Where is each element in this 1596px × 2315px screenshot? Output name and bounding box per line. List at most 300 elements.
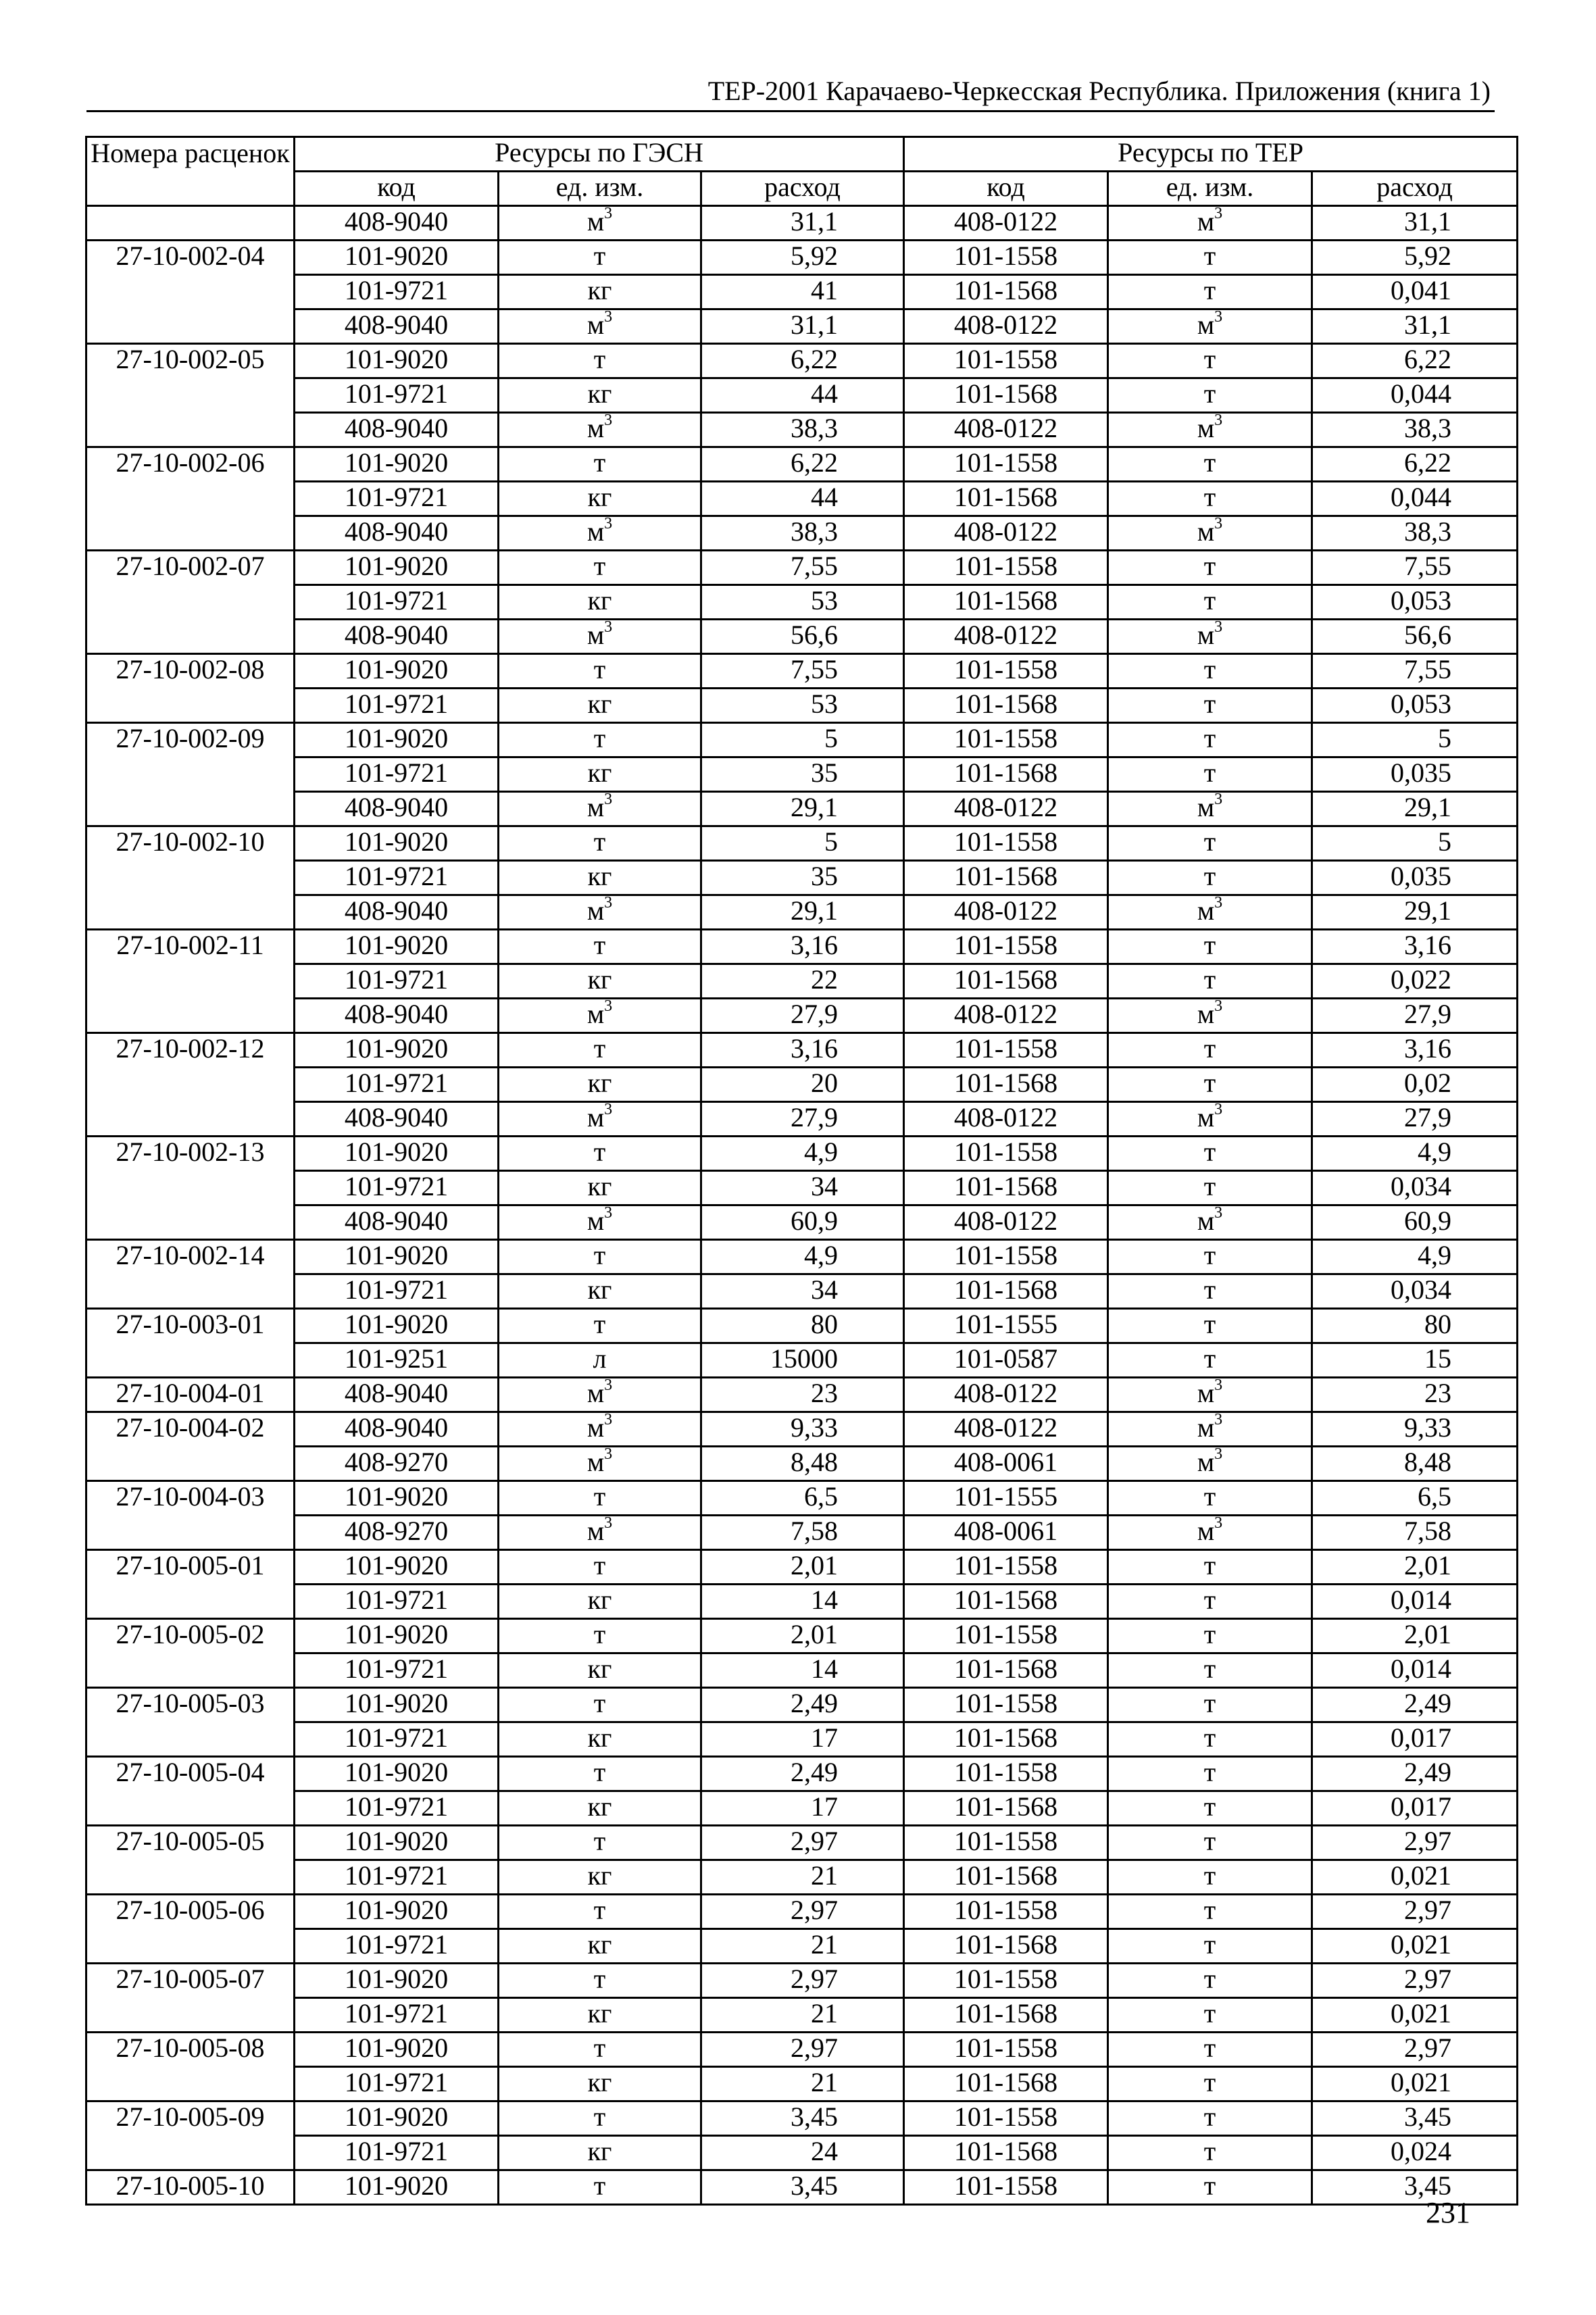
gesn-unit-cell: кг [499,964,701,999]
gesn-amount-cell: 38,3 [701,516,904,551]
ter-amount-cell: 0,014 [1312,1653,1518,1688]
ter-unit-cell: т [1108,1826,1312,1860]
ter-unit-cell: т [1108,2067,1312,2101]
ter-unit-cell: т [1108,1033,1312,1068]
ter-amount-cell: 3,16 [1312,1033,1518,1068]
gesn-amount-cell: 35 [701,757,904,792]
gesn-amount-cell: 2,01 [701,1550,904,1585]
gesn-unit-cell: кг [499,2136,701,2170]
gesn-code-cell: 408-9040 [295,1378,499,1412]
gesn-unit-cell: кг [499,1585,701,1619]
ter-amount-cell: 7,55 [1312,551,1518,585]
gesn-amount-cell: 2,49 [701,1688,904,1722]
ter-code-cell: 101-1558 [904,447,1108,482]
rate-number-cell: 27-10-002-10 [86,826,295,930]
gesn-code-cell: 101-9020 [295,1481,499,1516]
gesn-code-cell: 408-9040 [295,1205,499,1240]
ter-amount-cell: 2,01 [1312,1550,1518,1585]
ter-unit-cell: т [1108,1481,1312,1516]
gesn-code-cell: 101-9721 [295,964,499,999]
gesn-code-cell: 101-9020 [295,1895,499,1929]
gesn-unit-cell: кг [499,1171,701,1205]
gesn-amount-cell: 53 [701,689,904,723]
rate-number-cell: 27-10-002-07 [86,551,295,654]
gesn-code-cell: 408-9040 [295,1412,499,1447]
ter-code-cell: 101-1568 [904,757,1108,792]
ter-code-cell: 101-1568 [904,1929,1108,1964]
ter-unit-cell: т [1108,1688,1312,1722]
gesn-amount-cell: 7,55 [701,551,904,585]
ter-code-cell: 101-1568 [904,1722,1108,1757]
ter-unit-cell: т [1108,1274,1312,1309]
gesn-amount-cell: 34 [701,1274,904,1309]
table-row [86,1033,1518,1068]
ter-unit-cell: $м^3$ [1108,1447,1312,1481]
gesn-amount-cell: 31,1 [701,309,904,344]
gesn-amount-cell: 29,1 [701,792,904,826]
gesn-amount-cell: 5,92 [701,241,904,275]
table-row [86,482,1518,516]
ter-code-cell: 408-0122 [904,206,1108,241]
ter-amount-cell: 2,01 [1312,1619,1518,1653]
ter-unit-cell: т [1108,689,1312,723]
gesn-unit-cell: $м^3$ [499,516,701,551]
ter-amount-cell: 0,024 [1312,2136,1518,2170]
table-row [86,792,1518,826]
ter-code-cell: 101-1558 [904,1688,1108,1722]
gesn-code-cell: 101-9020 [295,2101,499,2136]
table-row [86,1068,1518,1102]
gesn-unit-cell: кг [499,861,701,895]
table-row [86,1412,1518,1447]
cubic-superscript: 3 [604,205,613,222]
gesn-unit-cell: кг [499,482,701,516]
table-row [86,1550,1518,1585]
gesn-unit-cell: т [499,2101,701,2136]
table-row [86,1102,1518,1137]
cubic-superscript: 3 [1214,309,1223,326]
table-row [86,861,1518,895]
gesn-amount-cell: 22 [701,964,904,999]
gesn-unit-cell: $м^3$ [499,413,701,447]
ter-code-cell: 101-1568 [904,861,1108,895]
ter-code-cell: 408-0122 [904,1102,1108,1137]
gesn-amount-cell: 3,45 [701,2101,904,2136]
ter-unit-cell: т [1108,1791,1312,1826]
gesn-unit-cell: кг [499,1068,701,1102]
ter-code-cell: 101-1558 [904,2101,1108,2136]
ter-code-cell: 408-0122 [904,999,1108,1033]
gesn-unit-cell: т [499,1481,701,1516]
ter-unit-cell: $м^3$ [1108,206,1312,241]
cubic-superscript: 3 [604,1377,613,1394]
gesn-code-cell: 101-9020 [295,1240,499,1274]
gesn-unit-cell: $м^3$ [499,1205,701,1240]
cubic-superscript: 3 [1214,619,1223,636]
table-row [86,275,1518,309]
col-group-gesn: Ресурсы по ГЭСН [295,137,904,172]
ter-amount-cell: 0,034 [1312,1274,1518,1309]
gesn-code-cell: 101-9721 [295,1722,499,1757]
gesn-code-cell: 101-9721 [295,275,499,309]
gesn-code-cell: 101-9020 [295,2033,499,2067]
ter-unit-cell: т [1108,1171,1312,1205]
gesn-unit-cell: $м^3$ [499,792,701,826]
ter-unit-cell: $м^3$ [1108,309,1312,344]
ter-unit-cell: $м^3$ [1108,516,1312,551]
cubic-superscript: 3 [604,998,613,1015]
gesn-code-cell: 101-9020 [295,1033,499,1068]
rate-number-cell: 27-10-005-09 [86,2101,295,2170]
ter-amount-cell: 5 [1312,826,1518,861]
table-row [86,2170,1518,2205]
col-header-ter-code: код [904,172,1108,206]
ter-unit-cell: т [1108,654,1312,689]
ter-unit-cell: $м^3$ [1108,1412,1312,1447]
cubic-superscript: 3 [1214,205,1223,222]
rate-number-cell: 27-10-002-14 [86,1240,295,1309]
ter-amount-cell: 0,035 [1312,757,1518,792]
ter-code-cell: 101-1558 [904,1137,1108,1171]
gesn-amount-cell: 14 [701,1653,904,1688]
gesn-unit-cell: кг [499,1929,701,1964]
ter-amount-cell: 6,22 [1312,344,1518,378]
ter-unit-cell: т [1108,723,1312,757]
rate-number-cell: 27-10-003-01 [86,1309,295,1378]
ter-amount-cell: 0,017 [1312,1791,1518,1826]
ter-amount-cell: 7,58 [1312,1516,1518,1550]
table-row [86,585,1518,620]
gesn-amount-cell: 21 [701,2067,904,2101]
gesn-code-cell: 101-9020 [295,1550,499,1585]
gesn-code-cell: 101-9020 [295,1826,499,1860]
table-row [86,309,1518,344]
ter-code-cell: 101-1568 [904,1998,1108,2033]
gesn-code-cell: 101-9020 [295,1757,499,1791]
cubic-superscript: 3 [604,309,613,326]
ter-code-cell: 101-1558 [904,1964,1108,1998]
ter-unit-cell: т [1108,1240,1312,1274]
gesn-amount-cell: 17 [701,1722,904,1757]
ter-amount-cell: 5 [1312,723,1518,757]
ter-code-cell: 101-1558 [904,1240,1108,1274]
col-header-ter-amount: расход [1312,172,1518,206]
ter-code-cell: 101-1568 [904,378,1108,413]
gesn-amount-cell: 53 [701,585,904,620]
gesn-unit-cell: кг [499,757,701,792]
gesn-unit-cell: л [499,1343,701,1378]
cubic-superscript: 3 [604,1515,613,1532]
ter-code-cell: 101-1558 [904,723,1108,757]
gesn-code-cell: 101-9721 [295,378,499,413]
ter-code-cell: 101-1568 [904,2136,1108,2170]
ter-unit-cell: $м^3$ [1108,413,1312,447]
gesn-unit-cell: т [499,654,701,689]
ter-amount-cell: 0,035 [1312,861,1518,895]
ter-amount-cell: 2,97 [1312,1895,1518,1929]
table-row [86,1964,1518,1998]
ter-unit-cell: т [1108,2170,1312,2205]
cubic-superscript: 3 [1214,1101,1223,1118]
ter-amount-cell: 4,9 [1312,1137,1518,1171]
gesn-unit-cell: т [499,2170,701,2205]
col-header-gesn-unit: ед. изм. [499,172,701,206]
rate-number-cell: 27-10-002-04 [86,241,295,344]
ter-amount-cell: 0,017 [1312,1722,1518,1757]
table-body [86,206,1518,2205]
gesn-unit-cell: $м^3$ [499,1378,701,1412]
cubic-superscript: 3 [1214,412,1223,429]
ter-amount-cell: 8,48 [1312,1447,1518,1481]
rate-number-cell: 27-10-005-06 [86,1895,295,1964]
rate-number-cell: 27-10-002-08 [86,654,295,723]
gesn-amount-cell: 56,6 [701,620,904,654]
ter-unit-cell: т [1108,447,1312,482]
ter-code-cell: 408-0122 [904,309,1108,344]
gesn-unit-cell: $м^3$ [499,620,701,654]
table-row [86,2033,1518,2067]
gesn-unit-cell: кг [499,1860,701,1895]
ter-code-cell: 101-1558 [904,1757,1108,1791]
ter-amount-cell: 0,014 [1312,1585,1518,1619]
ter-code-cell: 101-1568 [904,1653,1108,1688]
rate-number-cell [86,206,295,241]
gesn-amount-cell: 41 [701,275,904,309]
table-row [86,1998,1518,2033]
gesn-unit-cell: т [499,1619,701,1653]
gesn-unit-cell: $м^3$ [499,309,701,344]
ter-code-cell: 101-1568 [904,964,1108,999]
gesn-code-cell: 101-9020 [295,1309,499,1343]
ter-unit-cell: т [1108,482,1312,516]
gesn-code-cell: 101-9721 [295,2136,499,2170]
cubic-superscript: 3 [1214,998,1223,1015]
ter-unit-cell: т [1108,1343,1312,1378]
table-row [86,344,1518,378]
ter-unit-cell: $м^3$ [1108,792,1312,826]
gesn-unit-cell: т [499,1309,701,1343]
gesn-code-cell: 408-9040 [295,309,499,344]
gesn-unit-cell: т [499,344,701,378]
table-row [86,654,1518,689]
table-row [86,723,1518,757]
gesn-amount-cell: 21 [701,1998,904,2033]
table-row [86,551,1518,585]
table-row [86,1137,1518,1171]
cubic-superscript: 3 [604,412,613,429]
ter-code-cell: 101-1558 [904,1826,1108,1860]
ter-amount-cell: 7,55 [1312,654,1518,689]
gesn-unit-cell: т [499,551,701,585]
gesn-amount-cell: 3,16 [701,930,904,964]
ter-amount-cell: 6,5 [1312,1481,1518,1516]
table-row [86,1653,1518,1688]
ter-code-cell: 408-0122 [904,1205,1108,1240]
table-row [86,826,1518,861]
table-row [86,206,1518,241]
gesn-unit-cell: т [499,1033,701,1068]
ter-unit-cell: т [1108,1068,1312,1102]
gesn-amount-cell: 27,9 [701,999,904,1033]
table-header [86,137,1518,206]
ter-unit-cell: т [1108,275,1312,309]
table-row [86,2101,1518,2136]
table-row [86,1171,1518,1205]
rate-number-cell: 27-10-002-11 [86,930,295,1033]
table-row [86,1274,1518,1309]
gesn-amount-cell: 23 [701,1378,904,1412]
table-row [86,1722,1518,1757]
cubic-superscript: 3 [1214,1412,1223,1428]
cubic-superscript: 3 [604,619,613,636]
gesn-amount-cell: 2,97 [701,1826,904,1860]
cubic-superscript: 3 [604,791,613,808]
ter-amount-cell: 60,9 [1312,1205,1518,1240]
ter-unit-cell: $м^3$ [1108,1102,1312,1137]
ter-amount-cell: 5,92 [1312,241,1518,275]
cubic-superscript: 3 [1214,1377,1223,1394]
ter-unit-cell: $м^3$ [1108,1205,1312,1240]
rate-number-cell: 27-10-005-01 [86,1550,295,1619]
page-header-title: ТЕР-2001 Карачаево-Черкесская Республика. Приложения (книга 1) [707,76,1491,106]
ter-code-cell: 101-1568 [904,1171,1108,1205]
table-row [86,1343,1518,1378]
gesn-amount-cell: 2,49 [701,1757,904,1791]
gesn-code-cell: 101-9020 [295,344,499,378]
gesn-code-cell: 101-9020 [295,447,499,482]
ter-amount-cell: 31,1 [1312,206,1518,241]
page-number: 231 [1426,2196,1470,2229]
rate-number-cell: 27-10-004-03 [86,1481,295,1550]
gesn-code-cell: 101-9020 [295,1688,499,1722]
gesn-code-cell: 408-9040 [295,206,499,241]
gesn-code-cell: 101-9721 [295,482,499,516]
ter-unit-cell: т [1108,1757,1312,1791]
gesn-code-cell: 408-9040 [295,999,499,1033]
ter-code-cell: 408-0061 [904,1516,1108,1550]
gesn-code-cell: 101-9020 [295,241,499,275]
ter-amount-cell: 0,022 [1312,964,1518,999]
ter-unit-cell: т [1108,1550,1312,1585]
gesn-amount-cell: 21 [701,1860,904,1895]
ter-code-cell: 101-1568 [904,689,1108,723]
gesn-amount-cell: 15000 [701,1343,904,1378]
gesn-code-cell: 101-9020 [295,1137,499,1171]
gesn-code-cell: 101-9251 [295,1343,499,1378]
cubic-superscript: 3 [604,1412,613,1428]
gesn-unit-cell: т [499,826,701,861]
ter-unit-cell: т [1108,1895,1312,1929]
ter-amount-cell: 0,044 [1312,482,1518,516]
cubic-superscript: 3 [604,1205,613,1222]
gesn-code-cell: 101-9721 [295,1929,499,1964]
gesn-amount-cell: 6,5 [701,1481,904,1516]
gesn-amount-cell: 27,9 [701,1102,904,1137]
gesn-unit-cell: т [499,2033,701,2067]
table-row [86,1240,1518,1274]
resources-table [85,136,1518,2206]
gesn-code-cell: 101-9721 [295,585,499,620]
ter-unit-cell: т [1108,585,1312,620]
ter-code-cell: 101-1558 [904,826,1108,861]
ter-amount-cell: 15 [1312,1343,1518,1378]
gesn-unit-cell: т [499,930,701,964]
ter-amount-cell: 31,1 [1312,309,1518,344]
cubic-superscript: 3 [1214,791,1223,808]
ter-code-cell: 101-1568 [904,585,1108,620]
ter-unit-cell: т [1108,826,1312,861]
gesn-unit-cell: $м^3$ [499,895,701,930]
table-row [86,895,1518,930]
ter-code-cell: 101-1558 [904,2170,1108,2205]
rate-number-cell: 27-10-005-07 [86,1964,295,2033]
gesn-amount-cell: 29,1 [701,895,904,930]
table-row [86,1860,1518,1895]
gesn-amount-cell: 34 [701,1171,904,1205]
gesn-code-cell: 408-9040 [295,620,499,654]
ter-unit-cell: т [1108,1929,1312,1964]
ter-amount-cell: 0,041 [1312,275,1518,309]
table-row [86,757,1518,792]
col-header-rate [86,137,295,206]
gesn-amount-cell: 80 [701,1309,904,1343]
ter-unit-cell: т [1108,757,1312,792]
ter-unit-cell: т [1108,1964,1312,1998]
ter-amount-cell: 29,1 [1312,895,1518,930]
gesn-code-cell: 101-9721 [295,1998,499,2033]
ter-code-cell: 101-1558 [904,2033,1108,2067]
gesn-unit-cell: $м^3$ [499,999,701,1033]
gesn-code-cell: 101-9020 [295,551,499,585]
gesn-unit-cell: $м^3$ [499,1447,701,1481]
ter-amount-cell: 2,97 [1312,1964,1518,1998]
table-row [86,1447,1518,1481]
gesn-code-cell: 101-9020 [295,654,499,689]
ter-unit-cell: т [1108,551,1312,585]
ter-unit-cell: т [1108,964,1312,999]
cubic-superscript: 3 [604,1446,613,1463]
col-group-ter: Ресурсы по ТЕР [904,137,1518,172]
ter-code-cell: 101-1558 [904,551,1108,585]
gesn-amount-cell: 6,22 [701,447,904,482]
gesn-unit-cell: кг [499,378,701,413]
cubic-superscript: 3 [1214,1515,1223,1532]
gesn-code-cell: 101-9721 [295,1585,499,1619]
ter-unit-cell: т [1108,1309,1312,1343]
gesn-unit-cell: кг [499,2067,701,2101]
gesn-amount-cell: 20 [701,1068,904,1102]
ter-amount-cell: 3,16 [1312,930,1518,964]
ter-unit-cell: т [1108,861,1312,895]
table-row [86,1826,1518,1860]
ter-amount-cell: 23 [1312,1378,1518,1412]
ter-code-cell: 101-1555 [904,1309,1108,1343]
gesn-amount-cell: 31,1 [701,206,904,241]
table-row [86,1791,1518,1826]
ter-unit-cell: $м^3$ [1108,620,1312,654]
gesn-code-cell: 101-9020 [295,930,499,964]
gesn-code-cell: 101-9721 [295,1653,499,1688]
ter-amount-cell: 2,97 [1312,2033,1518,2067]
gesn-code-cell: 101-9721 [295,2067,499,2101]
table-row [86,964,1518,999]
cubic-superscript: 3 [1214,895,1223,912]
gesn-unit-cell: кг [499,1998,701,2033]
table-row [86,1619,1518,1653]
rate-number-cell: 27-10-002-13 [86,1137,295,1240]
ter-unit-cell: т [1108,344,1312,378]
gesn-amount-cell: 14 [701,1585,904,1619]
